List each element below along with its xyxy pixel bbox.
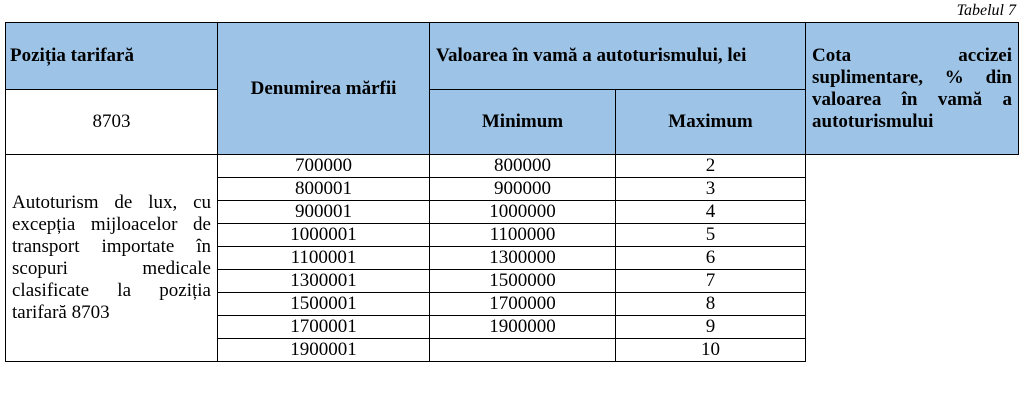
max-value: 1300000 <box>430 247 616 270</box>
cota-value: 9 <box>616 316 806 339</box>
description-cell: Autoturism de lux, cu excepția mijloacelor de transport importate în scopuri medicale clasificate la poziția tarifară 8703 <box>6 155 218 362</box>
excise-rate-table <box>5 22 1019 362</box>
cota-value: 10 <box>616 339 806 362</box>
max-value: 1900000 <box>430 316 616 339</box>
min-value: 800001 <box>218 178 430 201</box>
max-value: 900000 <box>430 178 616 201</box>
header-maximum: Maximum <box>616 90 806 155</box>
header-cota-accizei: Cota accizei suplimentare, % din valoarea în vamă a autoturismului <box>806 23 1019 155</box>
min-value: 1100001 <box>218 247 430 270</box>
min-value: 1500001 <box>218 293 430 316</box>
max-value: 1500000 <box>430 270 616 293</box>
cota-value: 3 <box>616 178 806 201</box>
min-value: 1900001 <box>218 339 430 362</box>
max-value: 800000 <box>430 155 616 178</box>
min-value: 1000001 <box>218 224 430 247</box>
cota-value: 2 <box>616 155 806 178</box>
table-caption: Tabelul 7 <box>956 2 1016 19</box>
cota-value: 8 <box>616 293 806 316</box>
max-value <box>430 339 616 362</box>
tariff-code-cell: 8703 <box>6 90 218 155</box>
min-value: 900001 <box>218 201 430 224</box>
max-value: 1700000 <box>430 293 616 316</box>
min-value: 1700001 <box>218 316 430 339</box>
max-value: 1100000 <box>430 224 616 247</box>
max-value: 1000000 <box>430 201 616 224</box>
header-minimum: Minimum <box>430 90 616 155</box>
header-valoarea-in-vama: Valoarea în vamă a autoturismului, lei <box>430 23 806 90</box>
table-row <box>6 155 1019 178</box>
header-denumirea-marfii: Denumirea mărfii <box>218 23 430 155</box>
cota-value: 4 <box>616 201 806 224</box>
cota-value: 5 <box>616 224 806 247</box>
min-value: 700000 <box>218 155 430 178</box>
header-pozitia-tarifara: Poziția tarifară <box>6 23 218 90</box>
min-value: 1300001 <box>218 270 430 293</box>
cota-value: 6 <box>616 247 806 270</box>
cota-value: 7 <box>616 270 806 293</box>
